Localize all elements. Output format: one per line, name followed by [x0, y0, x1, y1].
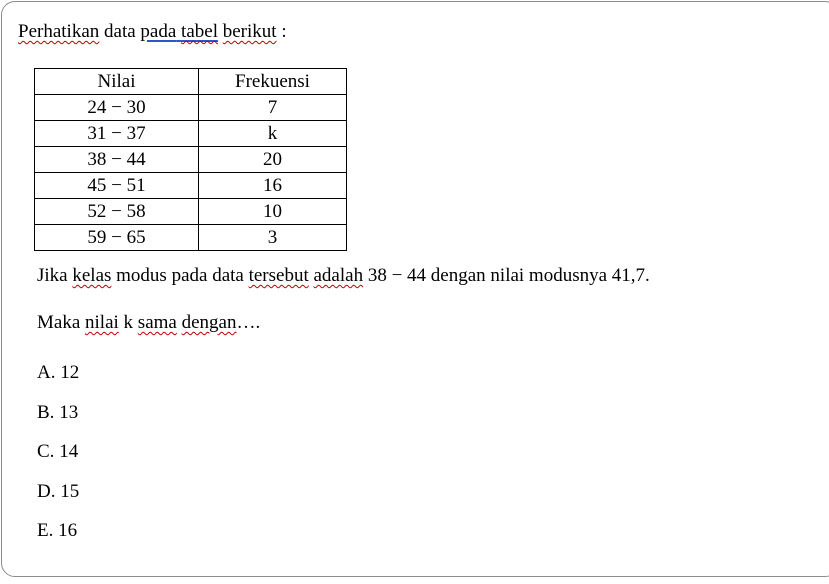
intro-word-underlined: pada tabel	[140, 21, 218, 42]
option-d[interactable]	[37, 481, 79, 521]
option-value: 14	[59, 441, 79, 462]
option-b[interactable]	[37, 402, 79, 442]
table-row	[35, 199, 347, 225]
option-value: 16	[58, 520, 78, 541]
cell-nilai: 31 − 37	[35, 121, 199, 147]
intro-text	[18, 21, 287, 43]
question-prompt: Maka nilai k sama dengan….	[37, 312, 261, 333]
table-header-row	[35, 69, 347, 95]
table-row	[35, 95, 347, 121]
header-frekuensi: Frekuensi	[199, 69, 347, 95]
cell-nilai: 52 − 58	[35, 199, 199, 225]
option-e[interactable]	[37, 520, 79, 560]
answer-options	[37, 362, 79, 560]
option-c[interactable]	[37, 441, 79, 481]
option-letter: D.	[37, 480, 56, 502]
intro-colon: :	[281, 21, 287, 42]
table-row	[35, 173, 347, 199]
cell-nilai: 45 − 51	[35, 173, 199, 199]
cell-frekuensi: 3	[199, 225, 347, 251]
header-nilai: Nilai	[35, 69, 199, 95]
option-letter: A.	[37, 362, 56, 383]
option-value: 12	[60, 362, 80, 383]
option-a[interactable]	[37, 362, 79, 402]
intro-word: berikut	[222, 21, 277, 42]
cell-nilai: 24 − 30	[35, 95, 199, 121]
cell-frekuensi: 20	[199, 147, 347, 173]
intro-word: data	[104, 21, 136, 42]
cell-frekuensi: 7	[199, 95, 347, 121]
frequency-table	[34, 68, 347, 251]
question-text: Jika kelas modus pada data tersebut adalah 38 − 44 dengan nilai modusnya 41,7.	[37, 265, 650, 286]
option-letter: B.	[37, 401, 55, 423]
cell-frekuensi: k	[199, 121, 347, 147]
option-value: 13	[59, 401, 79, 423]
cell-nilai: 59 − 65	[35, 225, 199, 251]
option-value: 15	[60, 480, 80, 502]
table-row	[35, 225, 347, 251]
cell-frekuensi: 16	[199, 173, 347, 199]
table-row	[35, 147, 347, 173]
cell-nilai: 38 − 44	[35, 147, 199, 173]
option-letter: C.	[37, 441, 55, 462]
option-letter: E.	[37, 520, 54, 541]
intro-word: Perhatikan	[18, 21, 100, 42]
cell-frekuensi: 10	[199, 199, 347, 225]
table-row	[35, 121, 347, 147]
